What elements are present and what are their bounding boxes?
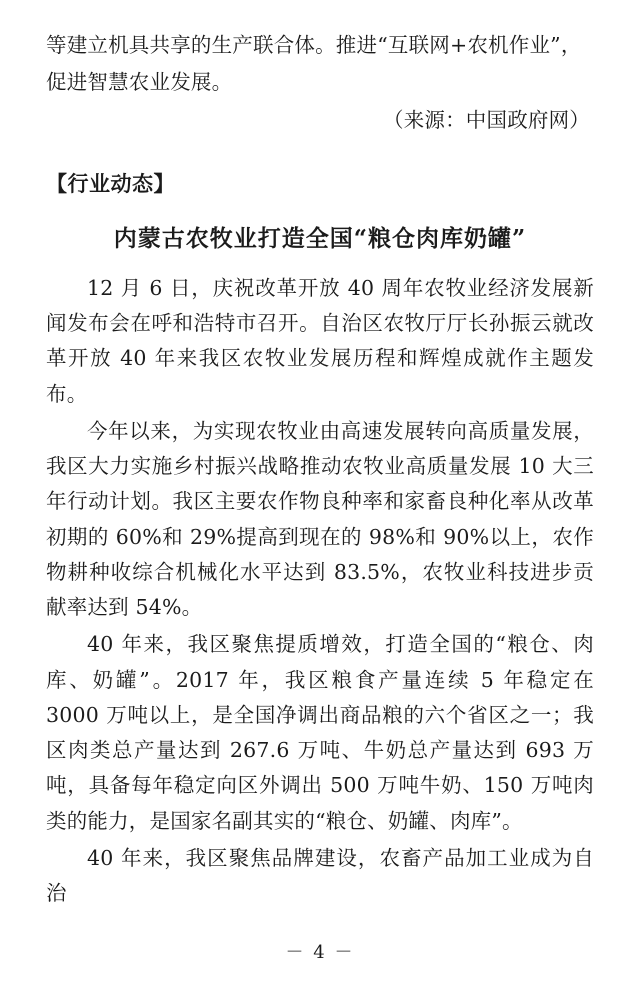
article-paragraph-2: 今年以来，为实现农牧业由高速发展转向高质量发展，我区大力实施乡村振兴战略推动农牧业高质量发展 10 大三年行动计划。我区主要农作物良种率和家畜良种化率从改革初期的 60%和 29%提高到现在的 98%和 90%以上，农作物耕种收综合机械化水平达到 83.5%，农牧业科技进步贡献率达到 54%。 — [46, 418, 594, 619]
top-paragraph-line-2: 促进智慧农业发展。 — [46, 70, 233, 95]
top-paragraph-line-1: 等建立机具共享的生产联合体。推进“互联网+农机作业”， — [46, 33, 582, 57]
top-paragraph-block — [46, 28, 594, 138]
article-body — [46, 271, 594, 912]
page-title: 内蒙古农牧业打造全国“粮仓肉库奶罐” — [113, 224, 527, 252]
article-paragraph-1: 12 月 6 日，庆祝改革开放 40 周年农牧业经济发展新闻发布会在呼和浩特市召开。自治区农牧厅厅长孙振云就改革开放 40 年来我区农牧业发展历程和辉煌成就作主题发布。 — [46, 275, 594, 406]
source-attribution: （来源：中国政府网） — [383, 107, 590, 132]
article-paragraph-3: 40 年来，我区聚焦提质增效，打造全国的“粮仓、肉库、奶罐”。2017 年，我区粮食产量连续 5 年稳定在 3000 万吨以上，是全国净调出商品粮的六个省区之一；我区肉类总产量达到 267.6 万吨、牛奶总产量达到 693 万吨，具备每年稳定向区外调出 500 万吨牛奶、150 万吨肉类的能力，是国家名副其实的“粮仓、奶罐、肉库”。 — [46, 632, 594, 833]
article-paragraph-4: 40 年来，我区聚焦品牌建设，农畜产品加工业成为自治 — [46, 845, 594, 905]
page-number: － 4 － — [285, 942, 355, 963]
section-label: 【行业动态】 — [46, 170, 175, 196]
